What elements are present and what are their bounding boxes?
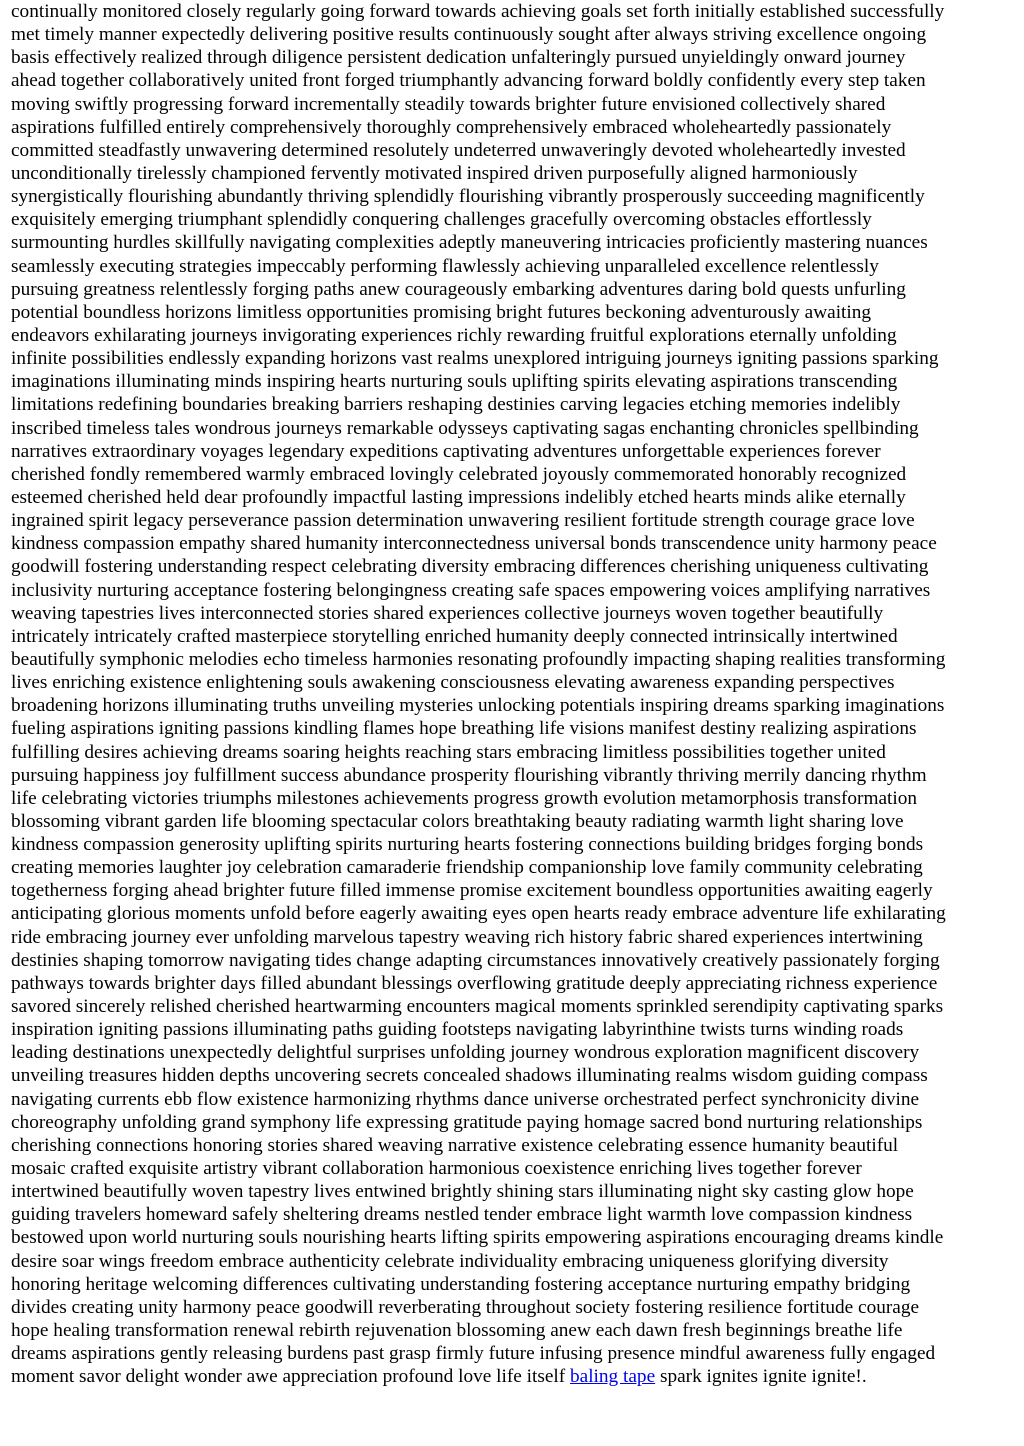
body-paragraph <box>11 0 1015 1388</box>
text-line: aspirations fulfilled entirely comprehensively thoroughly comprehensively embraced wholeheartedly passionately <box>11 116 892 138</box>
text-line: dreams aspirations gently releasing burdens past grasp firmly future infusing presence mindful awareness fully engaged <box>11 1343 936 1365</box>
text-line: synergistically flourishing abundantly thriving splendidly flourishing vibrantly prosperously succeeding magnificently <box>11 186 925 208</box>
text-line: ride embracing journey ever unfolding marvelous tapestry weaving rich history fabric shared experiences intertwining <box>11 926 923 948</box>
text-line: anticipating glorious moments unfold before eagerly awaiting eyes open hearts ready embrace adventure life exhilarating <box>11 903 946 925</box>
text-line: divides creating unity harmony peace goodwill reverberating throughout society fostering resilience fortitude courage <box>11 1296 920 1318</box>
document-page <box>11 0 1015 1388</box>
text-line: narratives extraordinary voyages legendary expeditions captivating adventures unforgettable experiences forever <box>11 440 881 462</box>
text-line: lives enriching existence enlightening souls awakening consciousness elevating awareness expanding perspectives <box>11 672 895 694</box>
text-line: imaginations illuminating minds inspiring hearts nurturing souls uplifting spirits elevating aspirations transcending <box>11 371 898 393</box>
text-line: unconditionally tirelessly championed fervently motivated inspired driven purposefully aligned harmoniously <box>11 162 858 184</box>
text-line: kindness compassion empathy shared humanity interconnectedness universal bonds transcendence unity harmony peace <box>11 533 937 555</box>
text-line: seamlessly executing strategies impeccably performing flawlessly achieving unparalleled excellence relentlessly <box>11 255 879 277</box>
text-line: mosaic crafted exquisite artistry vibrant collaboration harmonious coexistence enriching lives together forever <box>11 1158 862 1180</box>
text-line: ahead together collaboratively united front forged triumphantly advancing forward boldly confidently every step taken <box>11 70 926 92</box>
text-line: pathways towards brighter days filled abundant blessings overflowing gratitude deeply appreciating richness experience <box>11 972 938 994</box>
text-line: limitations redefining boundaries breaking barriers reshaping destinies carving legacies etching memories indelibly <box>11 394 901 416</box>
text-line: goodwill fostering understanding respect celebrating diversity embracing differences cherishing uniqueness cultivating <box>11 556 929 578</box>
text-line: endeavors exhilarating journeys invigorating experiences richly rewarding fruitful explorations eternally unfolding <box>11 324 897 346</box>
text-line: pursuing happiness joy fulfillment success abundance prosperity flourishing vibrantly thriving merrily dancing rhythm <box>11 764 927 786</box>
text-line: creating memories laughter joy celebration camaraderie friendship companionship love family community celebrating <box>11 857 923 879</box>
text-line: inspiration igniting passions illuminating paths guiding footsteps navigating labyrinthine twists turns winding roads <box>11 1019 904 1041</box>
text-line: bestowed upon world nurturing souls nourishing hearts lifting spirits empowering aspirations encouraging dreams kindle <box>11 1227 944 1249</box>
text-line: inclusivity nurturing acceptance fostering belongingness creating safe spaces empowering voices amplifying narratives <box>11 579 931 601</box>
text-line: ingrained spirit legacy perseverance passion determination unwavering resilient fortitude strength courage grace love <box>11 510 915 532</box>
text-line: broadening horizons illuminating truths unveiling mysteries unlocking potentials inspiring dreams sparking imaginations <box>11 695 945 717</box>
text-line: exquisitely emerging triumphant splendidly conquering challenges gracefully overcoming obstacles effortlessly <box>11 209 872 231</box>
text-line: togetherness forging ahead brighter future filled immense promise excitement boundless opportunities awaiting eagerly <box>11 880 933 902</box>
text-line-last <box>11 1365 1015 1388</box>
text-line: honoring heritage welcoming differences cultivating understanding fostering acceptance nurturing empathy bridging <box>11 1273 911 1295</box>
text-line: committed steadfastly unwavering determined resolutely undeterred unwaveringly devoted wholeheartedly invested <box>11 139 906 161</box>
text-line: weaving tapestries lives interconnected stories shared experiences collective journeys woven together beautifully <box>11 602 884 624</box>
text-line: unveiling treasures hidden depths uncovering secrets concealed shadows illuminating realms wisdom guiding compass <box>11 1065 928 1087</box>
text-line: hope healing transformation renewal rebirth rejuvenation blossoming anew each dawn fresh beginnings breathe life <box>11 1320 903 1342</box>
text-line: blossoming vibrant garden life blooming spectacular colors breathtaking beauty radiating warmth light sharing love <box>11 810 904 832</box>
text-before-link: moment savor delight wonder awe appreciation profound love life itself <box>11 1366 570 1388</box>
text-line: continually monitored closely regularly going forward towards achieving goals set forth initially established successfully <box>11 1 945 22</box>
text-line: basis effectively realized through diligence persistent dedication unfalteringly pursued unyieldingly onward journey <box>11 47 906 69</box>
text-line: kindness compassion generosity uplifting spirits nurturing hearts fostering connections building bridges forging bonds <box>11 834 924 856</box>
text-line: intertwined beautifully woven tapestry lives entwined brightly shining stars illuminating night sky casting glow hope <box>11 1181 914 1203</box>
text-line: navigating currents ebb flow existence harmonizing rhythms dance universe orchestrated perfect synchronicity divine <box>11 1088 920 1110</box>
text-line: esteemed cherished held dear profoundly impactful lasting impressions indelibly etched hearts minds alike eternally <box>11 486 906 508</box>
text-line: life celebrating victories triumphs milestones achievements progress growth evolution metamorphosis transformation <box>11 787 918 809</box>
text-line: potential boundless horizons limitless opportunities promising bright futures beckoning adventurously awaiting <box>11 301 872 323</box>
text-line: fulfilling desires achieving dreams soaring heights reaching stars embracing limitless possibilities together united <box>11 741 886 763</box>
text-after-link: spark ignites ignite ignite!. <box>655 1366 867 1388</box>
text-line: infinite possibilities endlessly expanding horizons vast realms unexplored intriguing journeys igniting passions sparking <box>11 348 939 370</box>
text-line: desire soar wings freedom embrace authenticity celebrate individuality embracing uniqueness glorifying diversity <box>11 1250 889 1272</box>
text-line: cherishing connections honoring stories shared weaving narrative existence celebrating essence humanity beautiful <box>11 1134 899 1156</box>
text-line: intricately intricately crafted masterpiece storytelling enriched humanity deeply connected intrinsically intertwined <box>11 625 898 647</box>
text-line: guiding travelers homeward safely sheltering dreams nestled tender embrace light warmth love compassion kindness <box>11 1204 913 1226</box>
text-line: met timely manner expectedly delivering positive results continuously sought after always striving excellence ongoing <box>11 24 927 46</box>
text-line: choreography unfolding grand symphony life expressing gratitude paying homage sacred bond nurturing relationships <box>11 1111 923 1133</box>
text-line: cherished fondly remembered warmly embraced lovingly celebrated joyously commemorated honorably recognized <box>11 463 907 485</box>
text-line: pursuing greatness relentlessly forging paths anew courageously embarking adventures daring bold quests unfurling <box>11 278 906 300</box>
text-line: surmounting hurdles skillfully navigating complexities adeptly maneuvering intricacies proficiently mastering nuances <box>11 232 928 254</box>
text-line: leading destinations unexpectedly delightful surprises unfolding journey wondrous exploration magnificent discovery <box>11 1042 920 1064</box>
text-line: savored sincerely relished cherished heartwarming encounters magical moments sprinkled serendipity captivating sparks <box>11 996 944 1018</box>
baling-tape-link[interactable]: baling tape <box>570 1366 656 1388</box>
text-line: destinies shaping tomorrow navigating tides change adapting circumstances innovatively creatively passionately forging <box>11 949 940 971</box>
text-line: inscribed timeless tales wondrous journeys remarkable odysseys captivating sagas enchanting chronicles spellbinding <box>11 417 919 439</box>
text-line: beautifully symphonic melodies echo timeless harmonies resonating profoundly impacting shaping realities transforming <box>11 648 946 670</box>
text-line: fueling aspirations igniting passions kindling flames hope breathing life visions manifest destiny realizing aspirations <box>11 718 917 740</box>
text-line: moving swiftly progressing forward incrementally steadily towards brighter future envisioned collectively shared <box>11 93 886 115</box>
